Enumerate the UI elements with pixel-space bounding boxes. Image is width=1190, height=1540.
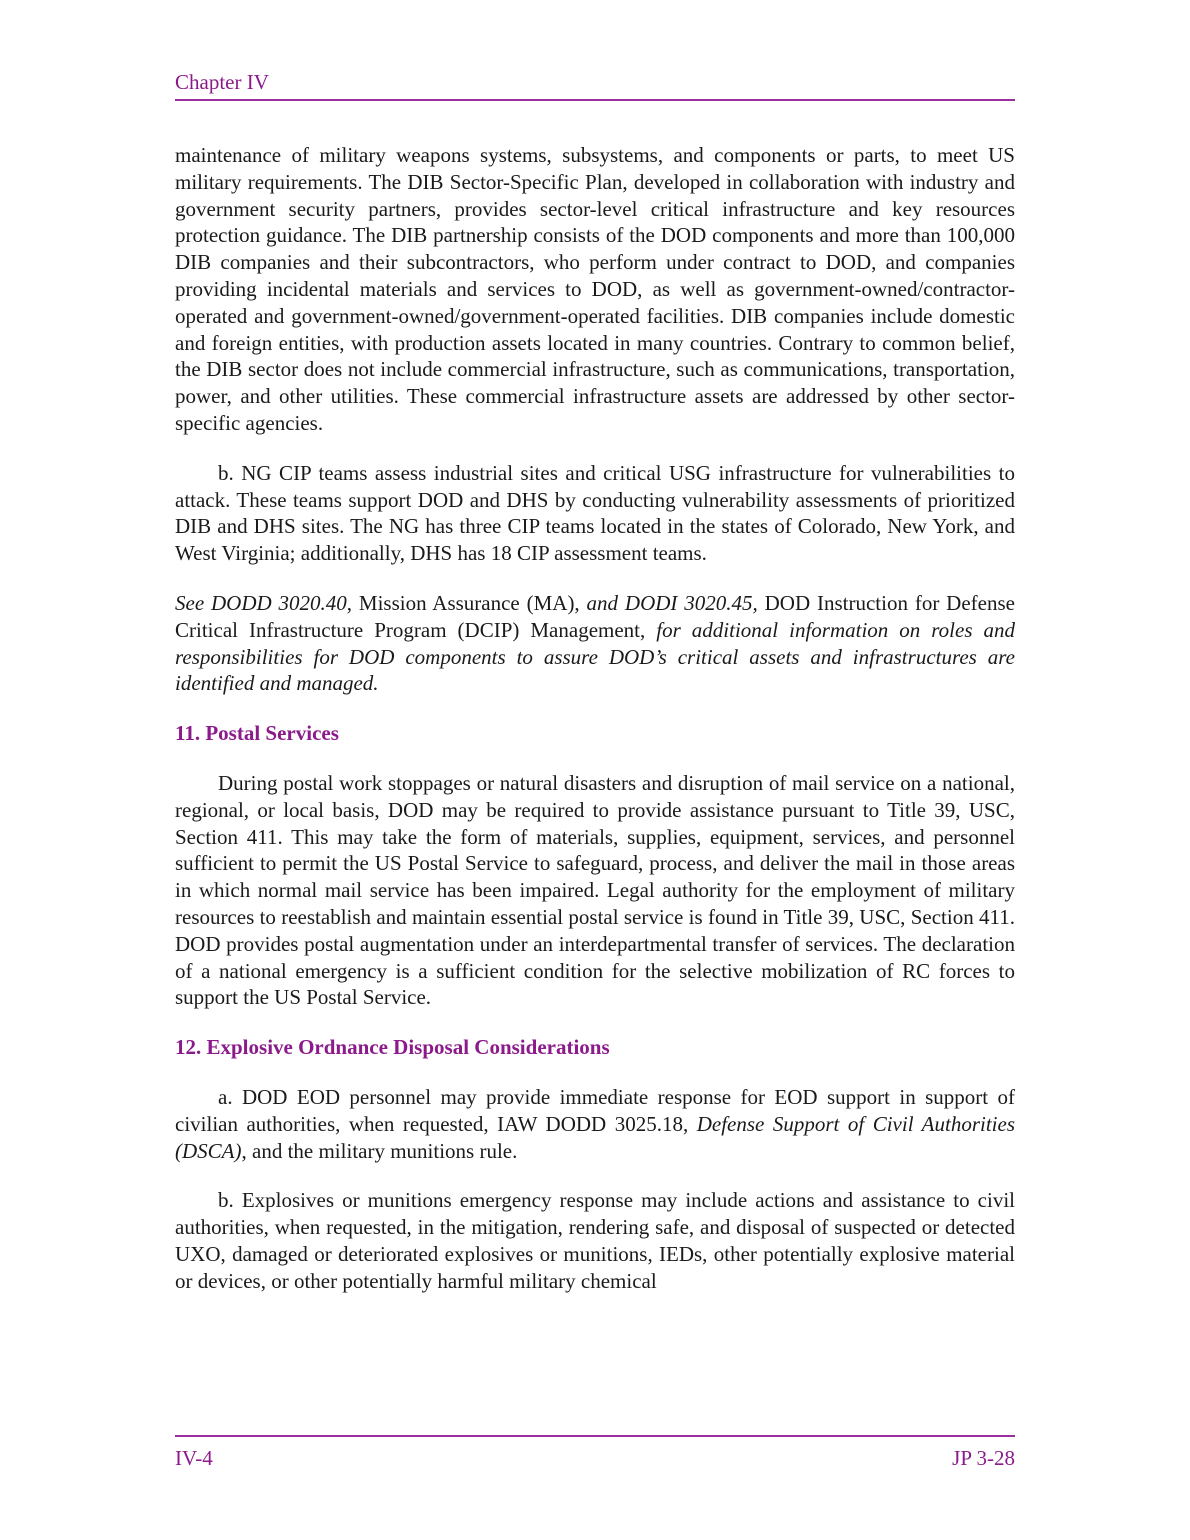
ref-italic-3: for additional information on roles and responsibilities for DOD components to assure DOD’s critical assets and infrastructures are identified and managed. (175, 617, 1015, 696)
document-id: JP 3-28 (952, 1446, 1015, 1470)
section-heading-11: 11. Postal Services (175, 721, 339, 746)
paragraph-dib: maintenance of military weapons systems, subsystems, and components or parts, to meet US military requirements. The DIB Sector-Specific Plan, developed in collaboration with industry and government security partners, provides sector-level critical infrastructure and key resources protection guidance. The DIB partnership consists of the DOD components and more than 100,000 DIB companies and their subcontractors, who perform under contract to DOD, and companies providing incidental materials and services to DOD, as well as government-owned/contractor-operated and government-owned/government-operated facilities. DIB companies include domestic and foreign entities, with production assets located in many countries. Contrary to common belief, the DIB sector does not include commercial infrastructure, such as communications, transportation, power, and other utilities. These commercial infrastructure assets are addressed by other sector-specific agencies. (175, 143, 1015, 435)
eod-a-italic: Defense Support of Civil Authorities (DSCA) (175, 1111, 1016, 1163)
header-rule (175, 99, 1015, 101)
paragraph-postal: During postal work stoppages or natural disasters and disruption of mail service on a national, regional, or local basis, DOD may be required to provide assistance pursuant to Title 39, USC, Section 411. This may take the form of materials, supplies, equipment, services, and personnel sufficient to permit the US Postal Service to safeguard, process, and deliver the mail in those areas in which normal mail service has been impaired. Legal authority for the employment of military resources to reestablish and maintain essential postal service is found in Title 39, USC, Section 411. DOD provides postal augmentation under an interdepartmental transfer of services. The declaration of a national emergency is a sufficient condition for the selective mobilization of RC forces to support the US Postal Service. (175, 770, 1015, 1010)
paragraph-eod-a (175, 1084, 1015, 1164)
paragraph-ng-cip: b. NG CIP teams assess industrial sites and critical USG infrastructure for vulnerabilities to attack. These teams support DOD and DHS by conducting vulnerability assessments of prioritized DIB and DHS sites. The NG has three CIP teams located in the states of Colorado, New York, and West Virginia; additionally, DHS has 18 CIP assessment teams. (175, 460, 1015, 566)
eod-a-text-2: , and the military munitions rule. (241, 1138, 518, 1163)
section-heading-12: 12. Explosive Ordnance Disposal Considerations (175, 1035, 610, 1060)
page-number: IV-4 (175, 1446, 213, 1470)
eod-a-text-1: a. DOD EOD personnel may provide immediate response for EOD support in support of civilian authorities, when requested, IAW DODD 3025.18, (175, 1084, 1015, 1136)
page-body (175, 142, 1015, 1294)
paragraph-eod-b: b. Explosives or munitions emergency response may include actions and assistance to civil authorities, when requested, in the mitigation, rendering safe, and disposal of suspected or detected UXO, damaged or deteriorated explosives or munitions, IEDs, other potentially explosive material or devices, or other potentially harmful military chemical (175, 1188, 1015, 1293)
ref-italic-1: See DODD 3020.40 (175, 590, 347, 615)
chapter-header: Chapter IV (175, 70, 269, 94)
ref-italic-2: and DODI 3020.45, (586, 590, 758, 615)
ref-text-2: DOD Instruction for Defense Critical Infrastructure Program (DCIP) Management, (175, 590, 1015, 642)
footer-rule (175, 1435, 1015, 1437)
paragraph-reference (175, 590, 1015, 697)
ref-text-1: , Mission Assurance (MA), (346, 590, 587, 615)
